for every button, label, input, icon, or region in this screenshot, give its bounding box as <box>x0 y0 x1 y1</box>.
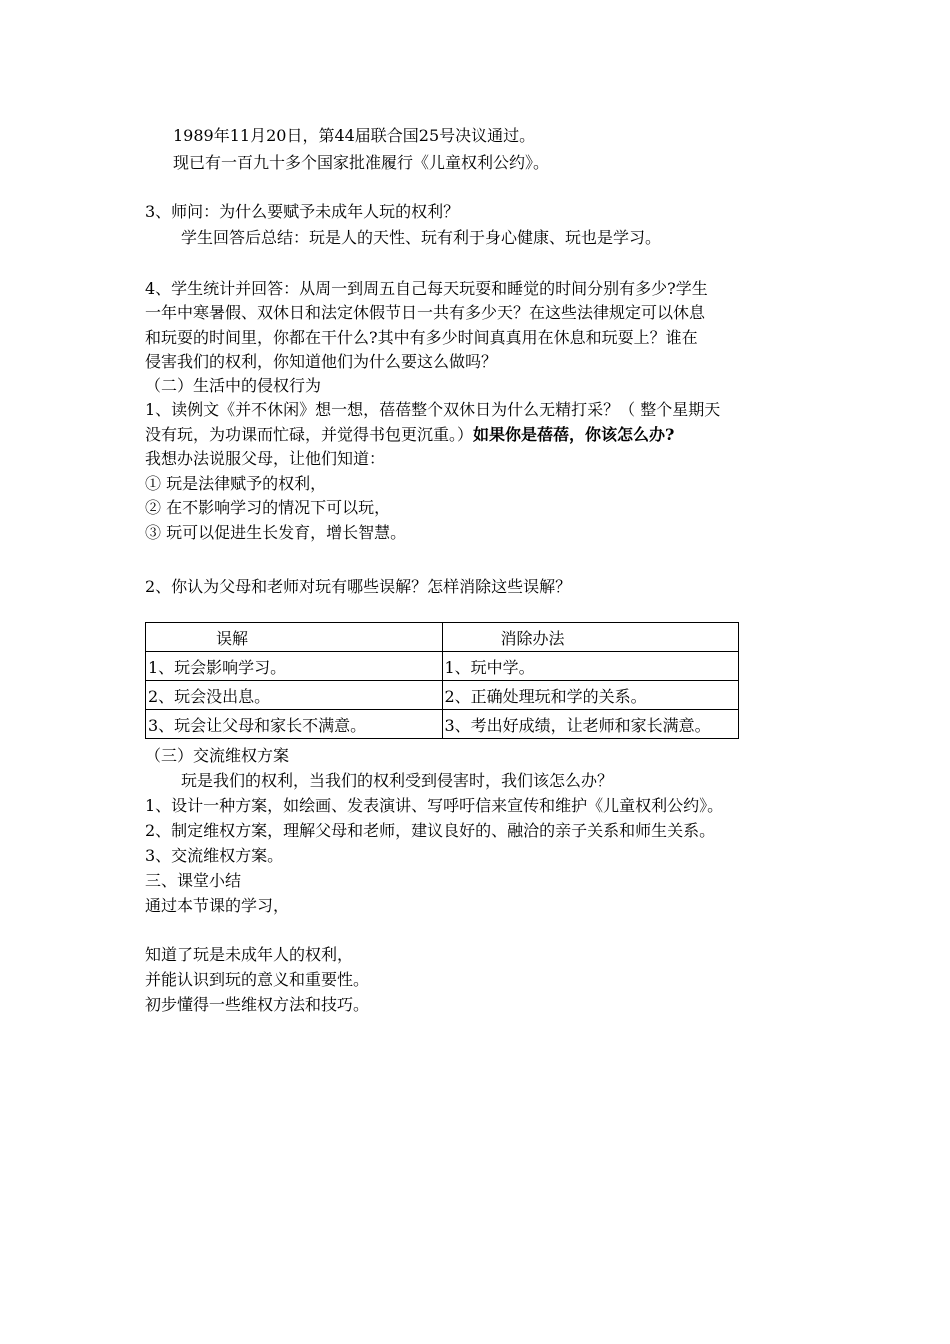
rights-question: 玩是我们的权利，当我们的权利受到侵害时，我们该怎么办？ <box>181 771 614 790</box>
summary-point-3: 初步懂得一些维权方法和技巧。 <box>145 995 370 1014</box>
misunderstanding-question: 2、你认为父母和老师对玩有哪些误解？怎样消除这些误解？ <box>145 577 572 596</box>
table-cell: 3、玩会让父母和家长不满意。 <box>146 710 443 739</box>
reason-2: ② 在不影响学习的情况下可以玩， <box>145 498 391 517</box>
section-heading-3: （三）交流维权方案 <box>145 746 290 765</box>
table-header-misunderstanding: 误解 <box>146 623 443 652</box>
table-row <box>146 652 739 681</box>
table-header-solution: 消除办法 <box>442 623 739 652</box>
text-line-resolution: 1989年11月20日，第44届联合国25号决议通过。 <box>173 126 536 145</box>
text-line-ratification: 现已有一百九十多个国家批准履行《儿童权利公约》。 <box>173 153 550 172</box>
table-row <box>146 710 739 739</box>
answer-summary: 学生回答后总结：玩是人的天性、玩有利于身心健康、玩也是学习。 <box>181 228 662 247</box>
table-cell: 1、玩会影响学习。 <box>146 652 443 681</box>
summary-point-2: 并能认识到玩的意义和重要性。 <box>145 970 370 989</box>
table-cell: 2、玩会没出息。 <box>146 681 443 710</box>
question-4-line-1: 4、学生统计并回答：从周一到周五自己每天玩耍和睡觉的时间分别有多少?学生 <box>145 279 708 298</box>
reason-1: ① 玩是法律赋予的权利， <box>145 474 327 493</box>
question-4-line-3: 和玩耍的时间里，你都在干什么?其中有多少时间真真用在休息和玩耍上？谁在 <box>145 328 698 347</box>
reading-task-line-2 <box>145 424 674 446</box>
table-row <box>146 681 739 710</box>
reading-task-question: 如果你是蓓蓓，你该怎么办? <box>473 425 675 444</box>
plan-step-1: 1、设计一种方案，如绘画、发表演讲、写呼吁信来宣传和维护《儿童权利公约》。 <box>145 796 724 815</box>
question-4-line-4: 侵害我们的权利，你知道他们为什么要这么做吗？ <box>145 352 498 371</box>
section-heading-summary: 三、课堂小结 <box>145 871 242 890</box>
persuade-parents: 我想办法说服父母，让他们知道： <box>145 449 386 468</box>
plan-step-2: 2、制定维权方案，理解父母和老师，建议良好的、融洽的亲子关系和师生关系。 <box>145 821 716 840</box>
question-3: 3、师问：为什么要赋予未成年人玩的权利？ <box>145 202 460 221</box>
reading-task-line-1: 1、读例文《并不休闲》想一想，蓓蓓整个双休日为什么无精打采？（ 整个星期天 <box>145 400 721 419</box>
section-heading-2: （二）生活中的侵权行为 <box>145 376 322 395</box>
summary-intro: 通过本节课的学习， <box>145 896 290 915</box>
question-4-line-2: 一年中寒暑假、双休日和法定休假节日一共有多少天？在这些法律规定可以休息 <box>145 303 706 322</box>
table-cell: 3、考出好成绩，让老师和家长满意。 <box>442 710 739 739</box>
table-cell: 1、玩中学。 <box>442 652 739 681</box>
reading-task-answer: 没有玩，为功课而忙碌，并觉得书包更沉重。） <box>145 425 474 444</box>
summary-point-1: 知道了玩是未成年人的权利， <box>145 945 354 964</box>
table-header-row <box>146 623 739 652</box>
reason-3: ③ 玩可以促进生长发育，增长智慧。 <box>145 523 407 542</box>
misunderstanding-table <box>145 622 739 739</box>
table-cell: 2、正确处理玩和学的关系。 <box>442 681 739 710</box>
plan-step-3: 3、交流维权方案。 <box>145 846 284 865</box>
